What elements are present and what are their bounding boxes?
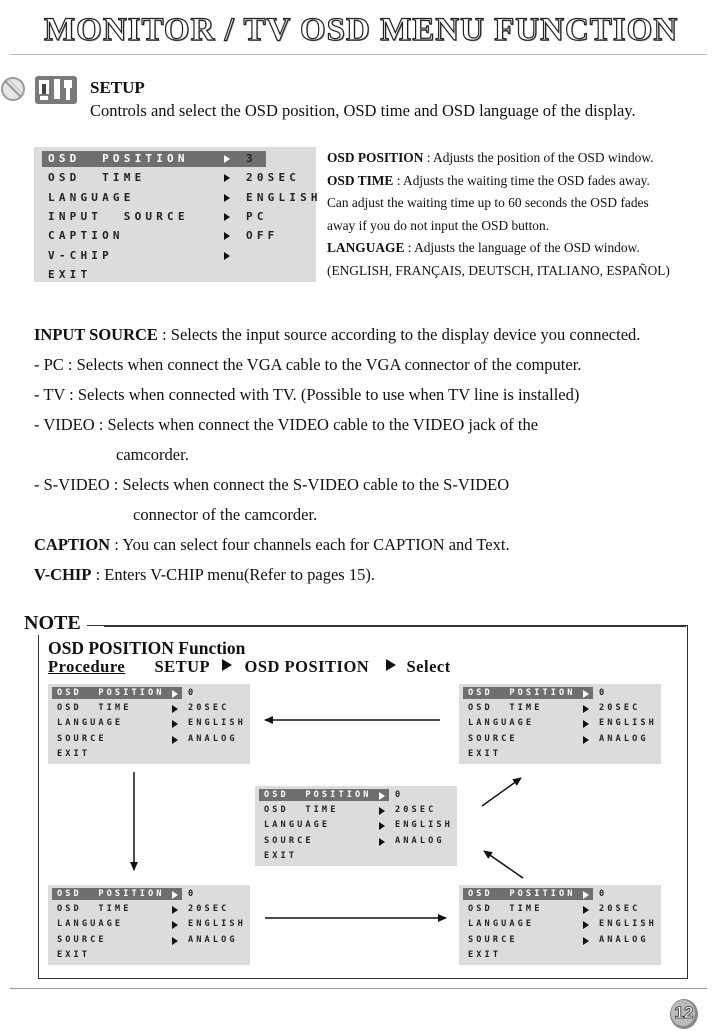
menu-item-label: OSD TIME [468,702,543,713]
language-text: : Adjusts the language of the OSD window. [404,240,640,255]
menu-item-label: EXIT [48,267,92,281]
footer-divider [10,988,707,989]
menu-item-label: LANGUAGE [468,718,535,729]
procedure-label: Procedure [48,657,126,676]
setup-description: Controls and select the OSD position, OSD time and OSD language of the display. [90,101,636,120]
menu-item-value: 0 [188,687,197,698]
pc-line: - PC : Selects when connect the VGA cable to the VGA connector of the computer. [34,355,582,374]
menu-item-label: OSD POSITION [468,888,576,899]
arrow-center-down [484,851,523,878]
arrow-center-up [482,778,521,806]
menu-item-value: 20SEC [395,804,437,815]
vchip-text: : Enters V-CHIP menu(Refer to pages 15). [91,565,375,584]
menu-item-value: 3 [246,152,257,165]
menu-item-label: OSD TIME [264,804,339,815]
input-source-term: INPUT SOURCE [34,325,158,344]
menu-item-value: 0 [599,687,608,698]
menu-item-value: ENGLISH [246,190,322,204]
menu-item-label: LANGUAGE [57,919,124,930]
menu-item-value: 20SEC [599,903,641,914]
procedure-step-select: Select [406,657,451,676]
menu-item-label: OSD POSITION [57,687,165,698]
menu-item-label: EXIT [57,749,91,760]
menu-item-value: ENGLISH [188,718,246,729]
osd-time-line3: away if you do not input the OSD button. [327,217,550,233]
menu-item-label: OSD POSITION [57,888,165,899]
menu-item-label: OSD TIME [48,171,146,185]
menu-item-value: 0 [395,789,404,800]
menu-item-label: EXIT [468,749,502,760]
menu-item-label: LANGUAGE [468,919,535,930]
menu-item-value: PC [246,209,268,223]
menu-item-label: OSD TIME [57,903,132,914]
menu-item-value: 20SEC [599,702,641,713]
osd-position-term: OSD POSITION [327,150,424,165]
menu-item-value: 20SEC [188,903,230,914]
menu-item-label: SOURCE [57,934,107,945]
procedure-step-osd-position: OSD POSITION [244,657,370,676]
menu-item-value: 0 [188,888,197,899]
input-source-text: : Selects the input source according to the display device you connected. [157,325,641,344]
menu-item-value: ANALOG [599,934,649,945]
menu-item-label: SOURCE [468,934,518,945]
language-list: (ENGLISH, FRANÇAIS, DEUTSCH, ITALIANO, ESPAÑOL) [327,262,670,278]
menu-item-label: OSD POSITION [48,152,189,165]
page-title: MONITOR / TV OSD MENU FUNCTION [44,12,679,48]
video-line-continued: camcorder. [116,445,189,464]
svideo-line-continued: connector of the camcorder. [133,505,318,524]
osd-time-line2: Can adjust the waiting time up to 60 seconds the OSD fades [327,195,649,210]
menu-item-label: EXIT [468,950,502,961]
menu-item-label: OSD TIME [57,702,132,713]
page-number-badge [669,997,699,1030]
menu-item-label: CAPTION [48,229,124,243]
note-label: NOTE [24,612,87,635]
menu-item-value: ANALOG [188,733,238,744]
menu-item-label: INPUT SOURCE [48,209,189,223]
menu-item-label: OSD POSITION [264,789,372,800]
svideo-line: - S-VIDEO : Selects when connect the S-VIDEO cable to the S-VIDEO [34,475,510,494]
menu-item-value: 20SEC [188,702,230,713]
menu-item-value: ENGLISH [599,718,657,729]
procedure-step-setup: SETUP [154,657,210,676]
menu-item-value: ANALOG [599,733,649,744]
tv-line: - TV : Selects when connected with TV. (Possible to use when TV line is installed) [34,385,580,404]
caption-text: : You can select four channels each for CAPTION and Text. [110,535,510,554]
menu-item-label: EXIT [57,950,91,961]
menu-item-label: OSD TIME [468,903,543,914]
language-term: LANGUAGE [327,240,405,255]
menu-item-value: ENGLISH [395,820,453,831]
menu-item-value: 20SEC [246,171,301,185]
menu-item-value: ENGLISH [599,919,657,930]
osd-time-text: : Adjusts the waiting time the OSD fades away. [393,172,650,188]
page-number: 12 [674,1003,694,1022]
menu-item-label: SOURCE [57,733,107,744]
menu-item-label: SOURCE [468,733,518,744]
menu-item-value: OFF [246,229,279,243]
vchip-term: V-CHIP [34,565,92,584]
menu-item-value: ANALOG [188,934,238,945]
menu-item-value: ENGLISH [188,919,246,930]
menu-item-value: 0 [599,888,608,899]
menu-item-label: LANGUAGE [57,718,124,729]
menu-item-label: V-CHIP [48,248,113,262]
setup-heading: SETUP [90,78,145,97]
menu-item-label: LANGUAGE [264,820,331,831]
menu-item-label: SOURCE [264,835,314,846]
osd-position-text: : Adjusts the position of the OSD window. [423,150,654,165]
menu-item-label: LANGUAGE [48,190,135,204]
osd-time-term: OSD TIME [327,172,394,188]
note-heading: OSD POSITION Function [48,638,246,658]
menu-item-label: EXIT [264,851,298,862]
menu-item-label: OSD POSITION [468,687,576,698]
menu-item-value: ANALOG [395,835,445,846]
caption-term: CAPTION [34,535,111,554]
video-line: - VIDEO : Selects when connect the VIDEO cable to the VIDEO jack of the [34,415,539,434]
